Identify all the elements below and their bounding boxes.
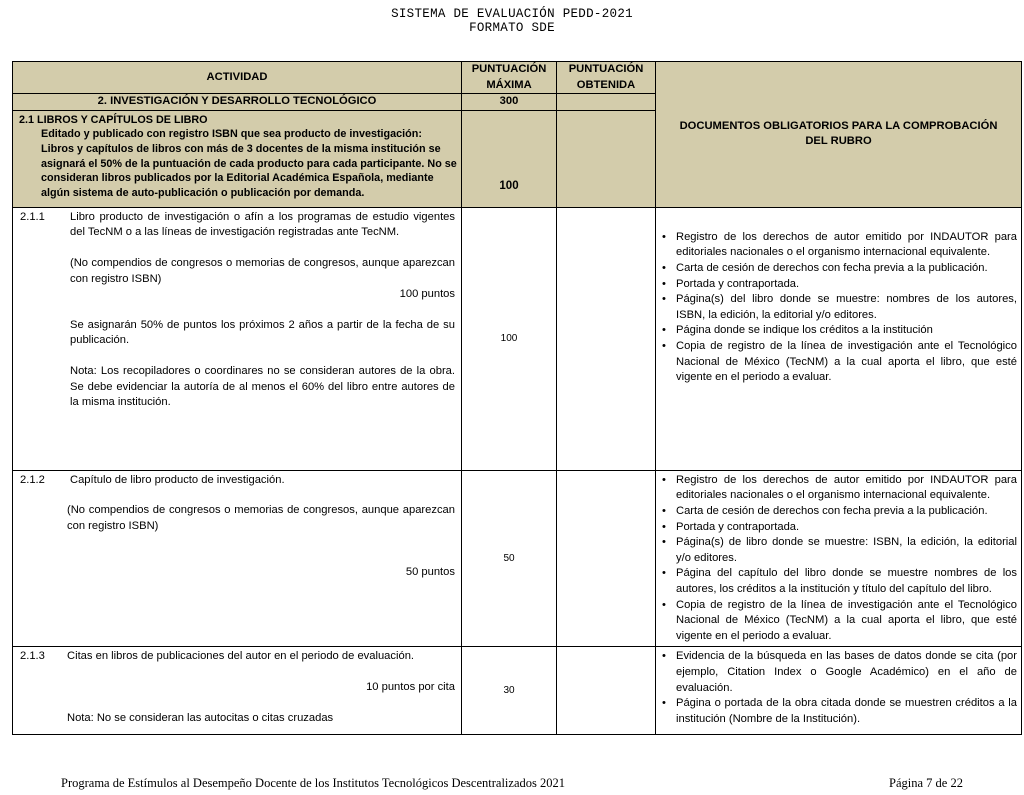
activity-number: 2.1.1	[20, 210, 45, 223]
list-item: • Carta de cesión de derechos con fecha previa a la publicación.	[662, 504, 1017, 520]
subsection-description: Editado y publicado con registro ISBN que sea producto de investigación: Libros y capítulos de libros con más de 3 docentes de la misma institución se asignará el 50% de la puntuación de cada producto para cada participante. No se consideran libros publicados por la Editorial Académica Española, mediante algún sistema de auto-publicación o publicación por demanda.	[41, 128, 457, 199]
col-header-documentos: DOCUMENTOS OBLIGATORIOS PARA LA COMPROBACIÓN DEL RUBRO	[656, 62, 1022, 208]
activity-description: Citas en libros de publicaciones del autor en el periodo de evaluación.	[67, 650, 415, 663]
activity-points-label: 100 puntos	[399, 288, 455, 301]
footer-program-title: Programa de Estímulos al Desempeño Docente de los Institutos Tecnológicos Descentralizados 2021	[61, 776, 565, 790]
subsection-obtained	[557, 110, 656, 207]
section-obtained	[557, 94, 656, 111]
list-item: • Portada y contraportada.	[662, 520, 1017, 536]
max-points: 30	[462, 647, 557, 735]
col-header-puntuacion-obtenida: PUNTUACIÓN OBTENIDA	[557, 62, 656, 94]
required-documents	[656, 470, 1022, 647]
activity-number: 2.1.3	[20, 650, 45, 663]
section-points: 300	[462, 94, 557, 111]
list-item: • Página o portada de la obra citada donde se muestren créditos a la institución (Nombre de la Institución).	[662, 696, 1017, 727]
footer-page-number: Página 7 de 22	[889, 776, 963, 790]
list-item: • Carta de cesión de derechos con fecha previa a la publicación.	[662, 261, 1017, 277]
document-header-subtitle: FORMATO SDE	[469, 21, 555, 35]
activity-description: Capítulo de libro producto de investigación.	[70, 473, 285, 486]
activity-cell	[13, 207, 462, 470]
obtained-points	[557, 470, 656, 647]
subsection-title: 2.1 LIBROS Y CAPÍTULOS DE LIBRO	[19, 113, 208, 126]
activity-description: Libro producto de investigación o afín a los programas de estudio vigentes del TecNM o a las líneas de investigación registradas ante TecNM.	[70, 210, 455, 239]
list-item: • Portada y contraportada.	[662, 277, 1017, 293]
col-header-puntuacion-maxima: PUNTUACIÓN MÁXIMA	[462, 62, 557, 94]
list-item: • Registro de los derechos de autor emitido por INDAUTOR para editoriales nacionales o el organismo internacional equivalente.	[662, 473, 1017, 504]
list-item: • Página del capítulo del libro donde se muestre nombres de los autores, los créditos a la institución y título del capítulo del libro.	[662, 566, 1017, 597]
activity-exclusion-note: (No compendios de congresos o memorias de congresos, aunque aparezcan con registro ISBN)	[70, 256, 455, 285]
activity-cell	[13, 470, 462, 647]
max-points: 50	[462, 470, 557, 647]
required-documents	[656, 647, 1022, 735]
table-row	[13, 647, 1022, 735]
col-header-actividad: ACTIVIDAD	[13, 62, 462, 94]
activity-exclusion-note: (No compendios de congresos o memorias de congresos, aunque aparezcan con registro ISBN)	[67, 504, 455, 532]
document-header-title: SISTEMA DE EVALUACIÓN PEDD-2021	[391, 7, 633, 21]
activity-rule: Se asignarán 50% de puntos los próximos 2 años a partir de la fecha de su publicación.	[70, 318, 455, 347]
list-item: • Registro de los derechos de autor emitido por INDAUTOR para editoriales nacionales o el organismo internacional equivalente.	[662, 230, 1017, 261]
list-item: • Copia de registro de la línea de investigación ante el Tecnológico Nacional de México (TecNM) a la cual aporta el libro, que esté vigente en el periodo a evaluar.	[662, 339, 1017, 386]
evaluation-table	[12, 61, 1022, 735]
list-item: • Evidencia de la búsqueda en las bases de datos donde se cita (por ejemplo, Citation Index o Google Académico) en el año de evaluación.	[662, 649, 1017, 696]
required-documents	[656, 207, 1022, 470]
subsection-cell	[13, 110, 462, 207]
section-title: 2. INVESTIGACIÓN Y DESARROLLO TECNOLÓGICO	[13, 94, 462, 111]
list-item: • Página(s) del libro donde se muestre: nombres de los autores, ISBN, la edición, la editorial y/o editores.	[662, 292, 1017, 323]
table-row	[13, 207, 1022, 470]
obtained-points	[557, 207, 656, 470]
activity-cell	[13, 647, 462, 735]
activity-note: Nota: No se consideran las autocitas o citas cruzadas	[67, 711, 334, 724]
activity-number: 2.1.2	[20, 473, 45, 486]
max-points: 100	[462, 207, 557, 470]
table-header-row	[13, 62, 1022, 94]
obtained-points	[557, 647, 656, 735]
activity-note: Nota: Los recopiladores o coordinares no se consideran autores de la obra. Se debe evidenciar la autoría de al menos el 60% del libro entre autores de la misma institución.	[70, 364, 455, 409]
list-item: • Copia de registro de la línea de investigación ante el Tecnológico Nacional de México (TecNM) a la cual aporta el libro, que esté vigente en el periodo a evaluar.	[662, 598, 1017, 645]
table-row	[13, 470, 1022, 647]
list-item: • Página donde se indique los créditos a la institución	[662, 323, 1017, 339]
subsection-points: 100	[462, 110, 557, 207]
activity-points-label: 50 puntos	[405, 565, 455, 578]
list-item: • Página(s) de libro donde se muestre: ISBN, la edición, la editorial y/o editores.	[662, 535, 1017, 566]
activity-points-label: 10 puntos por cita	[366, 680, 455, 693]
